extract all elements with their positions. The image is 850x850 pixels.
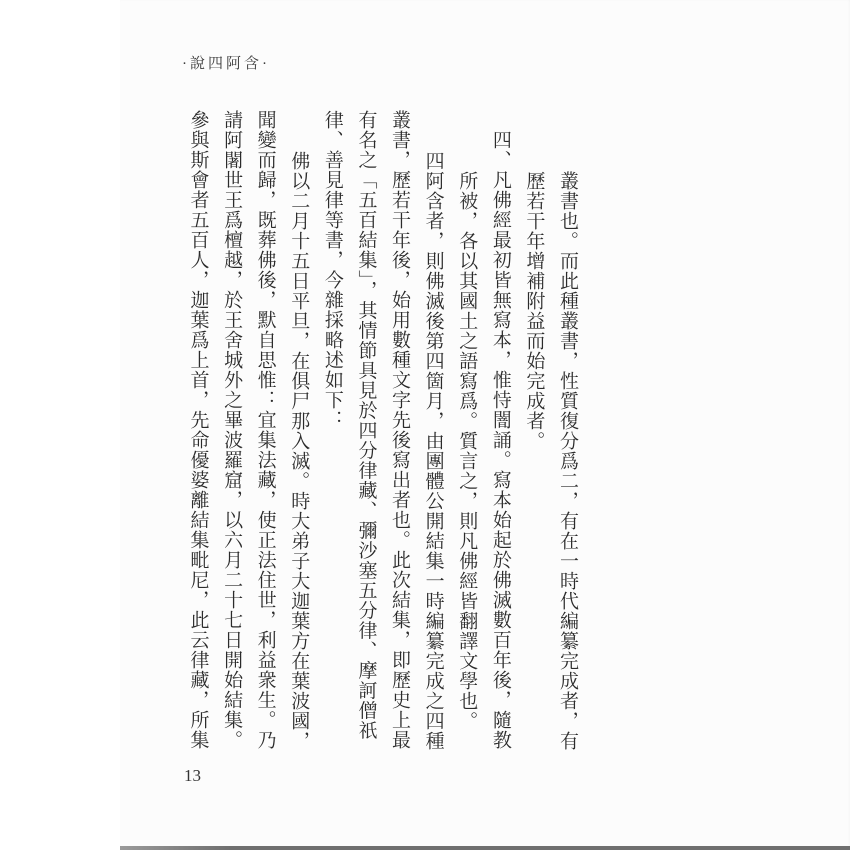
text-block [180, 110, 584, 762]
text-column: 參與斯會者五百人，迦葉爲上首，先命優婆離結集毗尼，此云律藏，所集 [187, 110, 209, 750]
text-column: 叢書也。而此種叢書，性質復分爲二，有在一時代編纂完成者，有 [557, 171, 578, 751]
text-column: 聞變而歸，既葬佛後，默自思惟：宜集法藏，使正法住世，利益衆生。乃 [254, 110, 276, 750]
text-column: 有名之「五百結集」，其情節具見於四分律藏、彌沙塞五分律、摩訶僧祇 [355, 110, 377, 741]
text-column: 佛以二月十五日平旦，在俱尸那入滅。時大弟子大迦葉方在葉波國， [288, 151, 310, 751]
text-column: 歷若干年增補附益而始完成者。 [523, 171, 545, 451]
text-column: 請阿闍世王爲檀越，於王舍城外之畢波羅窟，以六月二十七日開始結集。 [221, 110, 243, 750]
text-column: 律、善見律等書，今雜採略述如下： [321, 110, 343, 430]
text-column: 四阿含者，則佛滅後第四箇月，由團體公開結集一時編纂完成之四種 [422, 151, 444, 751]
text-column: 叢書，歷若干年後，始用數種文字先後寫出者也。此次結集，即歷史上最 [389, 110, 411, 750]
text-column: 四、凡佛經最初皆無寫本，惟恃闇誦。寫本始起於佛滅數百年後，隨教 [489, 130, 511, 750]
running-head: ·說四阿含· [182, 56, 270, 72]
text-column: 所被，各以其國土之語寫爲。質言之，則凡佛經皆翻譯文學也。 [456, 171, 478, 731]
page-edge-shadow [120, 846, 850, 850]
book-page [120, 0, 850, 847]
page-number: 13 [184, 766, 201, 785]
